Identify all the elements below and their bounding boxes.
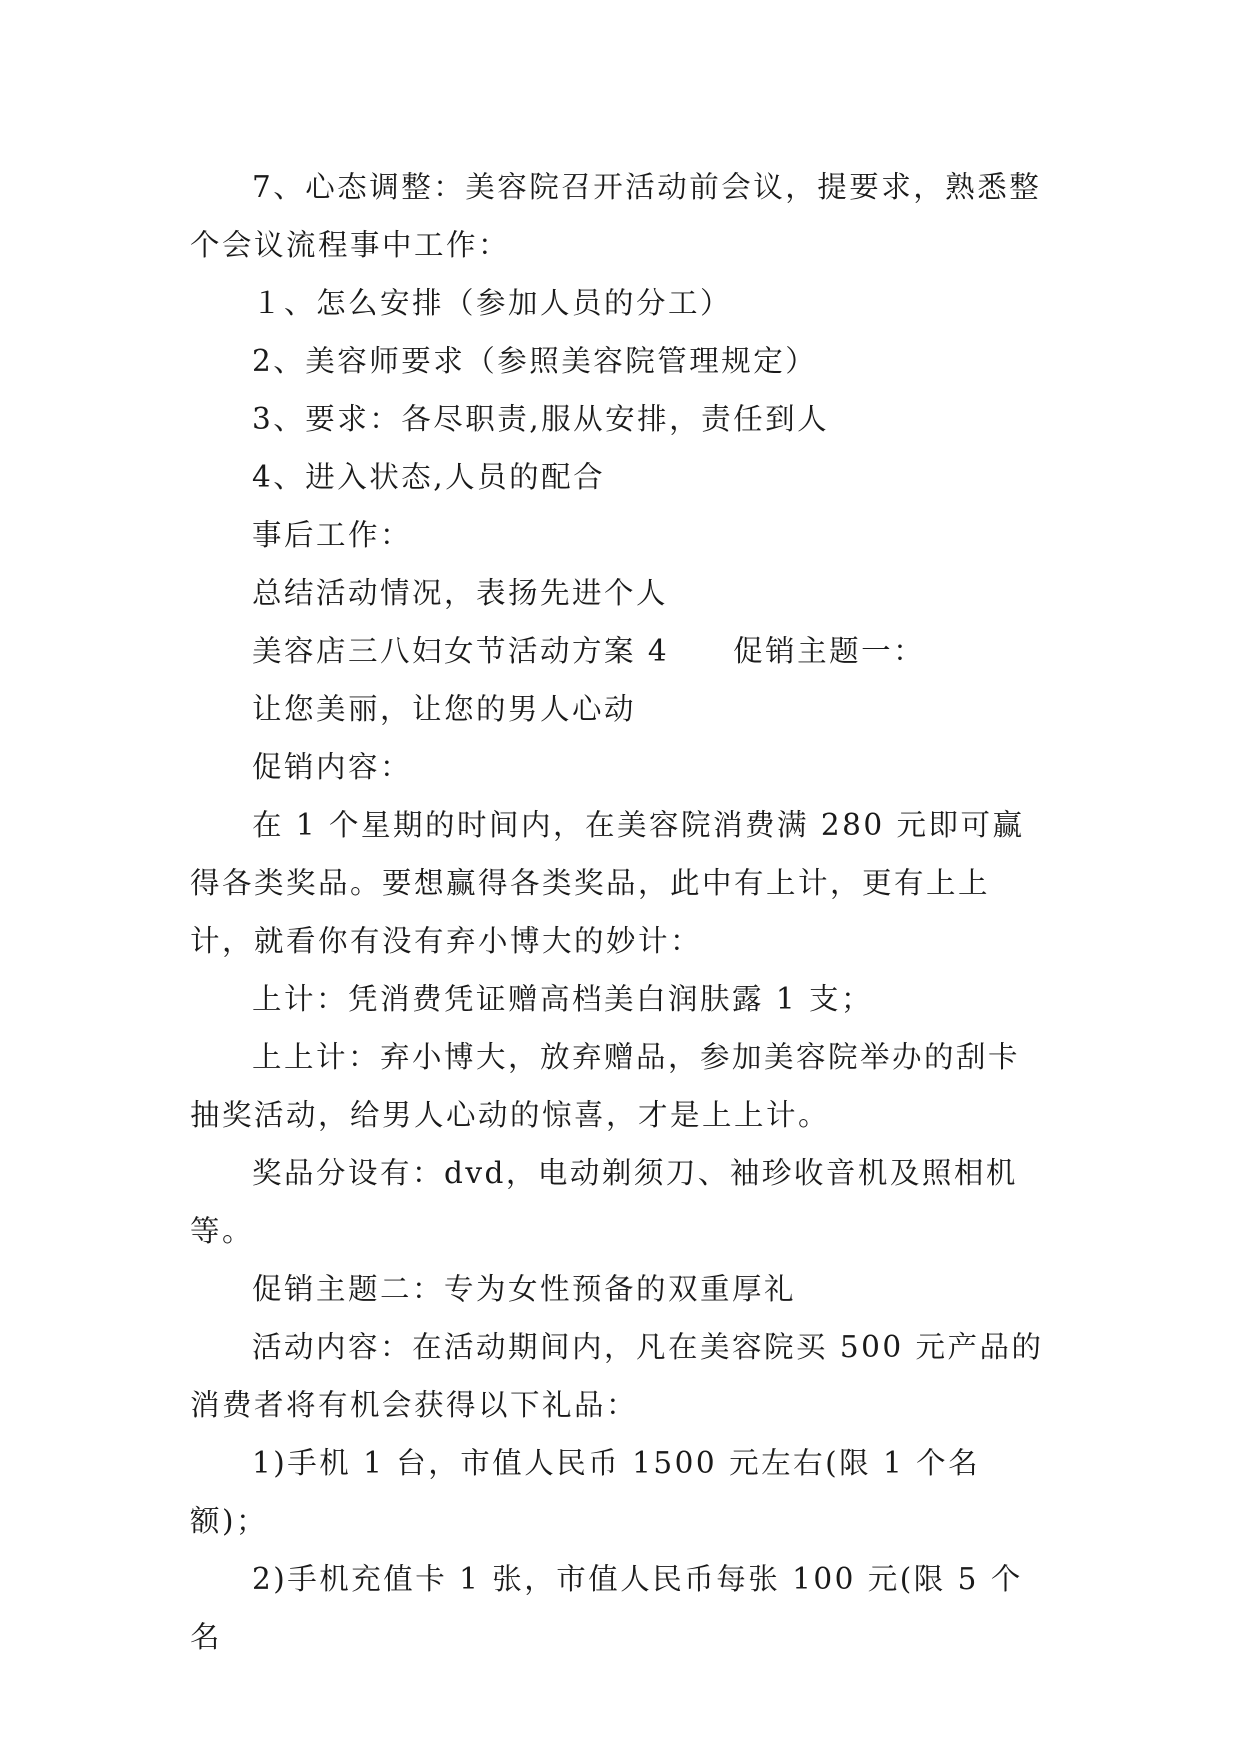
paragraph-requirements: 3、要求：各尽职责,服从安排，责任到人 <box>251 402 830 436</box>
paragraph-mindset-adjustment: 7、心态调整：美容院召开活动前会议，提要求，熟悉整个会议流程事中工作： <box>190 170 1042 262</box>
paragraph-plan-title: 美容店三八妇女节活动方案 4 促销主题一： <box>251 634 926 668</box>
paragraph-theme-one-slogan: 让您美丽，让您的男人心动 <box>251 692 636 726</box>
paragraph-best-plan: 上上计：弃小博大，放弃赠品，参加美容院举办的刮卡抽奖活动，给男人心动的惊喜，才是上上计。 <box>190 1040 1020 1132</box>
paragraph-prizes: 奖品分设有：dvd，电动剃须刀、袖珍收音机及照相机等。 <box>190 1156 1018 1248</box>
paragraph-activity-content: 活动内容：在活动期间内，凡在美容院买 500 元产品的消费者将有机会获得以下礼品： <box>190 1330 1044 1422</box>
paragraph-arrangement: １、怎么安排（参加人员的分工） <box>251 286 732 320</box>
paragraph-beautician-requirements: 2、美容师要求（参照美容院管理规定） <box>251 344 818 378</box>
paragraph-summary: 总结活动情况，表扬先进个人 <box>251 576 668 610</box>
paragraph-upper-plan: 上计：凭消费凭证赠高档美白润肤露 1 支； <box>251 982 873 1016</box>
paragraph-post-work-heading: 事后工作： <box>251 518 412 552</box>
paragraph-promotion-rules: 在 1 个星期的时间内，在美容院消费满 280 元即可赢得各类奖品。要想赢得各类奖品，此中有上计，更有上上计，就看你有没有弃小博大的妙计： <box>190 808 1025 958</box>
paragraph-theme-two: 促销主题二：专为女性预备的双重厚礼 <box>251 1272 796 1306</box>
document-body <box>190 158 1050 1666</box>
paragraph-gift-recharge-card: 2)手机充值卡 1 张，市值人民币每张 100 元(限 5 个名 <box>190 1562 1023 1654</box>
paragraph-enter-state: 4、进入状态,人员的配合 <box>251 460 606 494</box>
paragraph-gift-phone: 1)手机 1 台，市值人民币 1500 元左右(限 1 个名额)； <box>190 1446 981 1538</box>
paragraph-promotion-content-heading: 促销内容： <box>251 750 412 784</box>
